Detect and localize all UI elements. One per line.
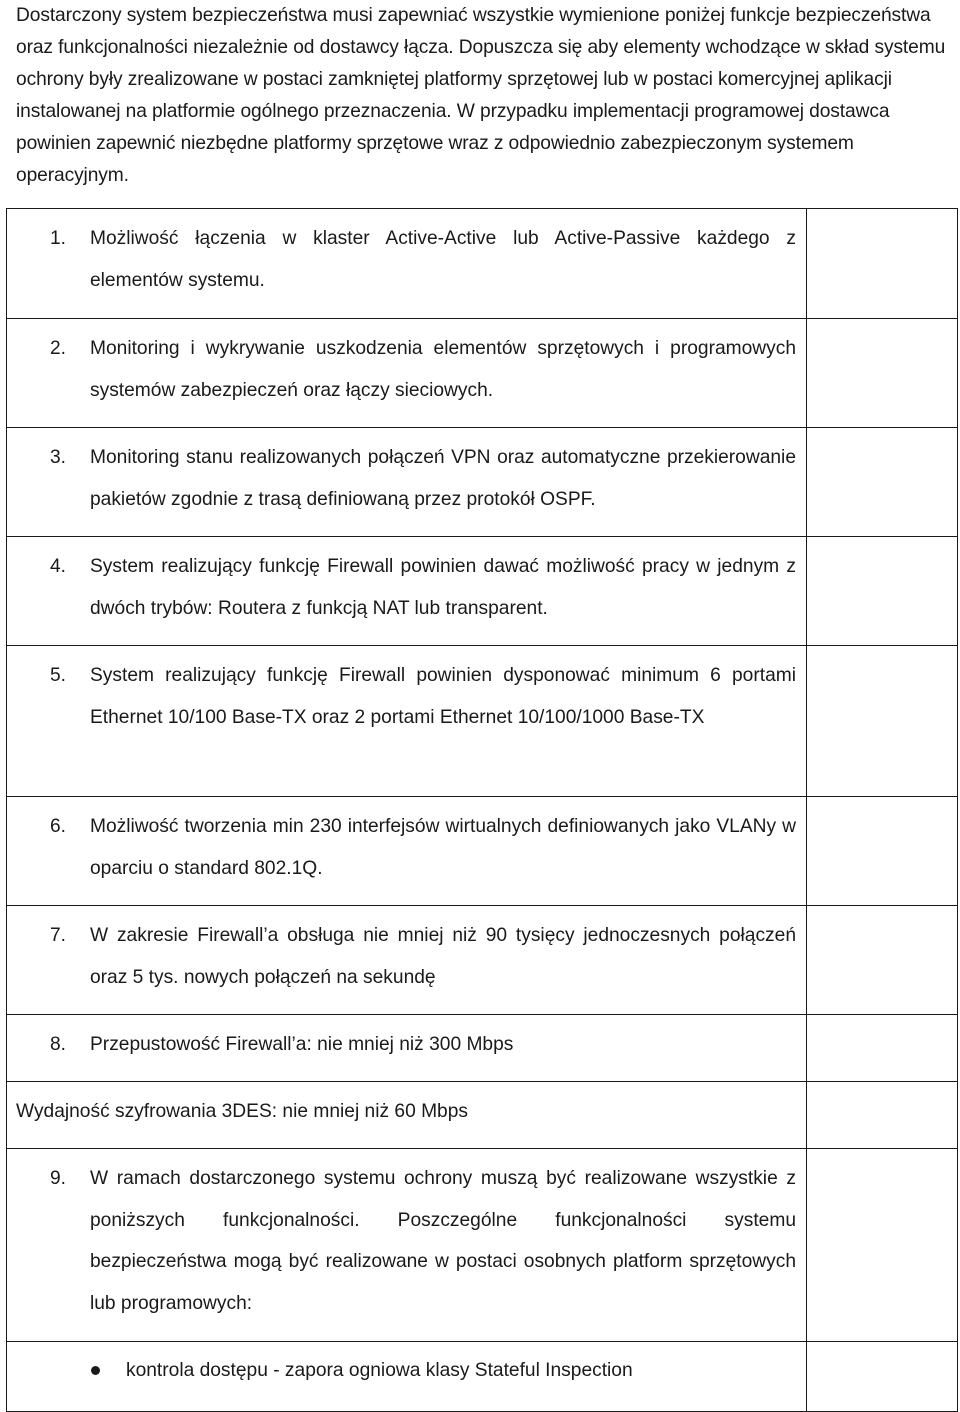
requirement-cell	[7, 537, 807, 646]
item-text: Przepustowość Firewall’a: nie mniej niż 300 Mbps	[90, 1034, 514, 1055]
answer-cell[interactable]	[807, 209, 958, 319]
intro-paragraph	[16, 0, 946, 193]
requirement-cell	[7, 428, 807, 537]
table-row	[7, 428, 958, 537]
table-row	[7, 1015, 958, 1082]
table-row	[7, 797, 958, 906]
item-text: System realizujący funkcję Firewall powinien dysponować minimum 6 portami Ethernet 10/100 Base-TX oraz 2 portami Ethernet 10/100/1000 Base-TX	[90, 665, 796, 728]
item-number: 4.	[50, 556, 67, 577]
answer-cell[interactable]	[807, 1342, 958, 1412]
item-number: 8.	[50, 1034, 67, 1055]
requirement-cell	[7, 1342, 807, 1412]
requirement-cell	[7, 646, 807, 797]
bullet-text: kontrola dostępu - zapora ogniowa klasy Stateful Inspection	[126, 1360, 633, 1381]
answer-cell[interactable]	[807, 906, 958, 1015]
requirement-cell	[7, 1082, 807, 1149]
table-row	[7, 1149, 958, 1342]
item-text: Monitoring stanu realizowanych połączeń VPN oraz automatyczne przekierowanie pakietów zgodnie z trasą definiowaną przez protokół OSPF.	[90, 447, 796, 510]
item-number: 6.	[50, 816, 67, 837]
answer-cell[interactable]	[807, 428, 958, 537]
item-number: 7.	[50, 925, 67, 946]
intro-text: Dostarczony system bezpieczeństwa musi zapewniać wszystkie wymienione poniżej funkcje bezpieczeństwa oraz funkcjonalności niezależnie od dostawcy łącza. Dopuszcza się aby elementy wchodzące w skład systemu ochrony były zrealizowane w postaci zamkniętej platformy sprzętowej lub w postaci komercyjnej aplikacji instalowanej na platformie ogólnego przeznaczenia. W przypadku implementacji programowej dostawca powinien zapewnić niezbędne platformy sprzętowe wraz z odpowiednio zabezpieczonym systemem operacyjnym.	[16, 5, 946, 187]
requirement-cell	[7, 797, 807, 906]
item-number: 3.	[50, 447, 67, 468]
requirement-cell	[7, 209, 807, 319]
item-text: Monitoring i wykrywanie uszkodzenia elementów sprzętowych i programowych systemów zabezpieczeń oraz łączy sieciowych.	[90, 338, 796, 401]
item-text: Możliwość tworzenia min 230 interfejsów wirtualnych definiowanych jako VLANy w oparciu o standard 802.1Q.	[90, 816, 796, 879]
answer-cell[interactable]	[807, 646, 958, 797]
answer-cell[interactable]	[807, 1015, 958, 1082]
requirement-cell	[7, 906, 807, 1015]
answer-cell[interactable]	[807, 1082, 958, 1149]
table-row	[7, 537, 958, 646]
item-number: 9.	[50, 1168, 67, 1189]
item-text: W zakresie Firewall’a obsługa nie mniej niż 90 tysięcy jednoczesnych połączeń oraz 5 tys. nowych połączeń na sekundę	[90, 925, 796, 988]
item-text: W ramach dostarczonego systemu ochrony muszą być realizowane wszystkie z poniższych funkcjonalności. Poszczególne funkcjonalności systemu bezpieczeństwa mogą być realizowane w postaci osobnych platform sprzętowych lub programowych:	[90, 1168, 796, 1314]
table-row	[7, 906, 958, 1015]
answer-cell[interactable]	[807, 319, 958, 428]
requirement-cell	[7, 1015, 807, 1082]
requirement-cell	[7, 1149, 807, 1342]
answer-cell[interactable]	[807, 797, 958, 906]
item-number: 5.	[50, 665, 67, 686]
encryption-performance-text: Wydajność szyfrowania 3DES: nie mniej niż 60 Mbps	[16, 1101, 468, 1122]
item-text: Możliwość łączenia w klaster Active-Active lub Active-Passive każdego z elementów systemu.	[90, 228, 796, 291]
table-row	[7, 646, 958, 797]
bullet-icon	[91, 1366, 100, 1375]
table-row	[7, 209, 958, 319]
requirement-cell	[7, 319, 807, 428]
answer-cell[interactable]	[807, 1149, 958, 1342]
requirements-table	[6, 208, 958, 1412]
item-number: 2.	[50, 338, 67, 359]
item-text: System realizujący funkcję Firewall powinien dawać możliwość pracy w jednym z dwóch trybów: Routera z funkcją NAT lub transparent.	[90, 556, 796, 619]
table-row	[7, 1342, 958, 1412]
table-row	[7, 1082, 958, 1149]
item-number: 1.	[50, 228, 67, 249]
table-row	[7, 319, 958, 428]
answer-cell[interactable]	[807, 537, 958, 646]
